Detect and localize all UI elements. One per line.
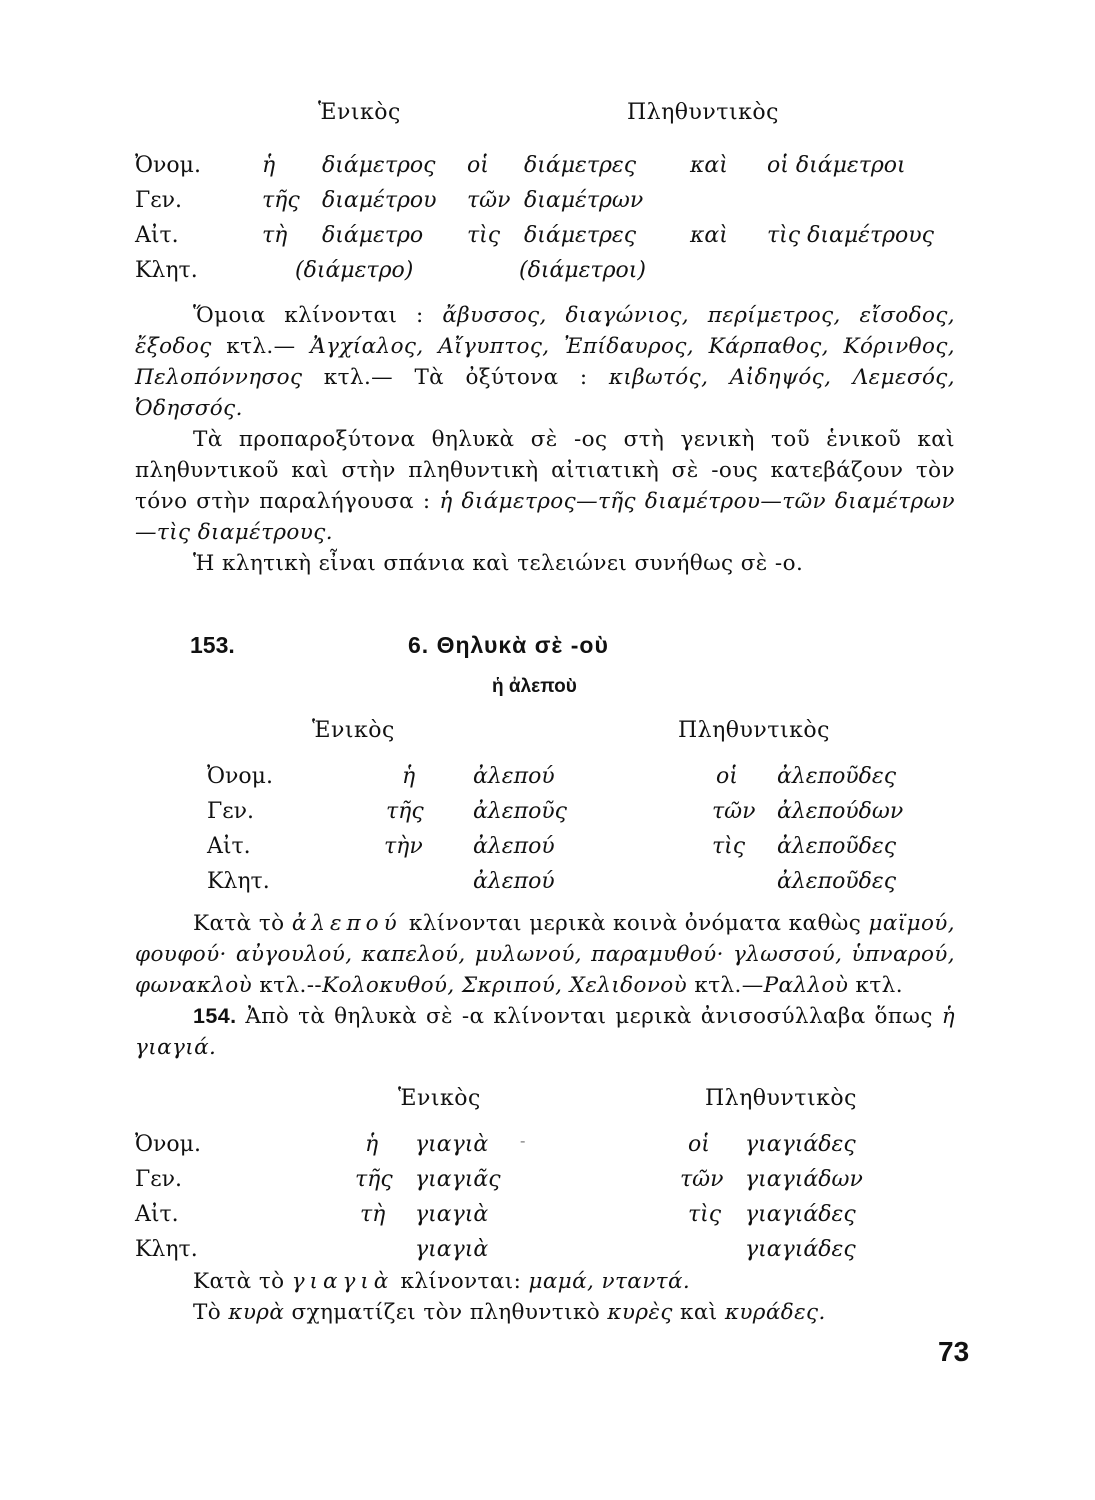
- example-words: μαμά, νταντά.: [528, 1269, 691, 1294]
- table2-case: Αἰτ.: [207, 834, 251, 859]
- table2-plural-word: ἀλεπούδων: [777, 799, 904, 824]
- table1-plural-article: τῶν: [467, 188, 511, 213]
- table2-article: τὴν: [384, 834, 423, 859]
- table3-plural-header: Πληθυντικὸς: [705, 1086, 857, 1111]
- table2-article: ἡ: [402, 764, 416, 789]
- table1-case: Ὀνομ.: [135, 153, 201, 178]
- table1-alt: τὶς διαμέτρους: [767, 223, 934, 248]
- paragraph-block-2: [135, 908, 955, 1063]
- table3-plural-word: γιαγιάδες: [745, 1237, 856, 1262]
- table2-case: Γεν.: [207, 799, 255, 824]
- paragraph-proparoxytone: [135, 424, 955, 548]
- table1-alt: οἱ διάμετροι: [767, 153, 906, 178]
- text: κτλ.: [848, 973, 903, 998]
- table1-case: Κλητ.: [135, 258, 198, 283]
- table2-plural-article: τὶς: [712, 834, 746, 859]
- table3-word: γιαγιᾶς: [415, 1167, 501, 1192]
- table1-word: διάμετρος: [322, 153, 436, 178]
- text: κτλ.—: [687, 973, 764, 998]
- table1-word: διαμέτρου: [322, 188, 437, 213]
- example-words: Ραλλοὺ: [763, 973, 849, 998]
- table1-case: Αἰτ.: [135, 223, 179, 248]
- paragraph-similar-nouns: [135, 300, 955, 424]
- paragraph-section-154: [135, 1001, 955, 1063]
- table1-word: διάμετρο: [322, 223, 424, 248]
- text: κλίνονται:: [393, 1269, 529, 1294]
- example-words: Ἀγχίαλος, Αἴγυπτος, Ἐπίδαυρος, Κάρπαθος, Κόρινθος, Πελοπόννησος: [135, 334, 955, 390]
- table1-and: καὶ: [690, 223, 728, 248]
- text: Τὰ προπαροξύτονα θηλυκὰ σὲ -ος στὴ γενικὴ τοῦ ἑνικοῦ καὶ πληθυντικοῦ καὶ στὴν πληθυντικὴ αἰτιατικὴ σὲ -ους κατεβάζουν τὸν τόνο στὴν παραλήγουσα :: [135, 427, 955, 514]
- table1-and: καὶ: [690, 153, 728, 178]
- table1-article: ἡ: [262, 153, 276, 178]
- section-153-subtitle: ἡ ἀλεποὺ: [492, 676, 577, 697]
- text: κτλ.— Τὰ ὀξύτονα :: [302, 365, 609, 390]
- table2-case: Κλητ.: [207, 869, 270, 894]
- table1-plural-word: διαμέτρων: [524, 188, 644, 213]
- example-words: κυρὰ: [228, 1300, 285, 1325]
- text: Κατὰ τὸ: [193, 1269, 292, 1294]
- page-number: 73: [938, 1336, 970, 1367]
- text: Τὸ: [193, 1300, 229, 1325]
- paragraph-block-3: [135, 1266, 955, 1328]
- text: κλίνονται μερικὰ κοινὰ ὀνόματα καθὼς: [401, 911, 869, 936]
- text: κτλ.—: [211, 334, 311, 359]
- example-words: μαϊμού, φουφού· αὐγουλού, καπελού, μυλωνού, παραμυθού· γλωσσού, ὑπναρού, φωνακλοὺ: [135, 911, 955, 998]
- example-words: Κολοκυθού, Σκριπού, Χελιδονοὺ: [322, 973, 688, 998]
- table2-plural-article: οἱ: [716, 764, 738, 789]
- text: καὶ: [672, 1300, 725, 1325]
- table3-article: ἡ: [365, 1132, 379, 1157]
- paragraph-giagia-pattern: [135, 1266, 955, 1297]
- text: Ὅμοια κλίνονται :: [193, 303, 443, 328]
- table1-singular-header: Ἑνικὸς: [318, 100, 401, 125]
- example-words: κυρὲς: [607, 1300, 673, 1325]
- table1-plural-word: διάμετρες: [524, 223, 637, 248]
- table3-plural-word: γιαγιάδες: [745, 1132, 856, 1157]
- table3-plural-article: οἱ: [688, 1132, 710, 1157]
- table3-word: γιαγιὰ: [415, 1202, 489, 1227]
- table1-article: τῆς: [262, 188, 300, 213]
- table2-article: τῆς: [386, 799, 424, 824]
- table3-case: Ὀνομ.: [135, 1132, 201, 1157]
- table3-case: Κλητ.: [135, 1237, 198, 1262]
- table2-plural-word: ἀλεποῦδες: [777, 834, 897, 859]
- table1-article: τὴ: [262, 223, 288, 248]
- table3-word: γιαγιὰ: [415, 1132, 489, 1157]
- table1-plural-header: Πληθυντικὸς: [627, 100, 779, 125]
- example-words: κυράδες.: [724, 1300, 826, 1325]
- example-words: ἡ γιαγιά.: [135, 1004, 955, 1060]
- table2-word: ἀλεπού: [473, 869, 555, 894]
- table2-plural-word: ἀλεποῦδες: [777, 869, 897, 894]
- section-154-number: 154.: [193, 1004, 237, 1028]
- paragraph-alepou-pattern: [135, 908, 955, 1001]
- model-word: γιαγιὰ: [291, 1269, 394, 1294]
- table1-word: (διάμετρο): [295, 258, 414, 283]
- table3-case: Αἰτ.: [135, 1202, 179, 1227]
- table2-case: Ὀνομ.: [207, 764, 273, 789]
- table2-singular-header: Ἑνικὸς: [312, 718, 395, 743]
- table3-stray-dash: -: [520, 1131, 526, 1150]
- section-153-number: 153.: [190, 632, 235, 658]
- table2-plural-header: Πληθυντικὸς: [678, 718, 830, 743]
- table3-word: γιαγιὰ: [415, 1237, 489, 1262]
- paragraph-kyra: [135, 1297, 955, 1328]
- table3-case: Γεν.: [135, 1167, 183, 1192]
- table2-plural-article: τῶν: [712, 799, 756, 824]
- table2-word: ἀλεπού: [473, 764, 555, 789]
- table1-case: Γεν.: [135, 188, 183, 213]
- table3-plural-article: τῶν: [680, 1167, 724, 1192]
- section-153-title: 6. Θηλυκὰ σὲ -οὺ: [408, 632, 609, 658]
- table3-article: τῆς: [355, 1167, 393, 1192]
- table1-plural-word: (διάμετροι): [519, 258, 646, 283]
- table3-plural-word: γιαγιάδων: [745, 1167, 863, 1192]
- table2-word: ἀλεπού: [473, 834, 555, 859]
- table1-plural-article: τὶς: [467, 223, 501, 248]
- table1-plural-article: οἱ: [467, 153, 489, 178]
- text: κτλ.--: [252, 973, 323, 998]
- example-words: κιβωτός, Αἰδηψός, Λεμεσός, Ὀδησσός.: [135, 365, 955, 421]
- text: σχηματίζει τὸν πληθυντικὸ: [284, 1300, 608, 1325]
- paragraph-block-1: [135, 300, 955, 579]
- table3-plural-article: τὶς: [688, 1202, 722, 1227]
- table2-plural-word: ἀλεποῦδες: [777, 764, 897, 789]
- table2-word: ἀλεποῦς: [473, 799, 568, 824]
- example-words: ἡ διάμετρος—τῆς διαμέτρου—τῶν διαμέτρων—τὶς διαμέτρους.: [135, 489, 955, 545]
- paragraph-vocative: Ἡ κλητικὴ εἶναι σπάνια καὶ τελειώνει συνήθως σὲ -ο.: [193, 551, 804, 576]
- text: Κατὰ τὸ: [193, 911, 292, 936]
- model-word: ἀλεπού: [291, 911, 402, 936]
- table3-article: τὴ: [360, 1202, 386, 1227]
- table3-plural-word: γιαγιάδες: [745, 1202, 856, 1227]
- example-words: ἄβυσσος, διαγώνιος, περίμετρος, εἴσοδος, ἔξοδος: [135, 303, 955, 359]
- table1-plural-word: διάμετρες: [524, 153, 637, 178]
- text: Ἀπὸ τὰ θηλυκὰ σὲ -α κλίνονται μερικὰ ἀνισοσύλλαβα ὅπως: [236, 1004, 942, 1029]
- table3-singular-header: Ἑνικὸς: [398, 1086, 481, 1111]
